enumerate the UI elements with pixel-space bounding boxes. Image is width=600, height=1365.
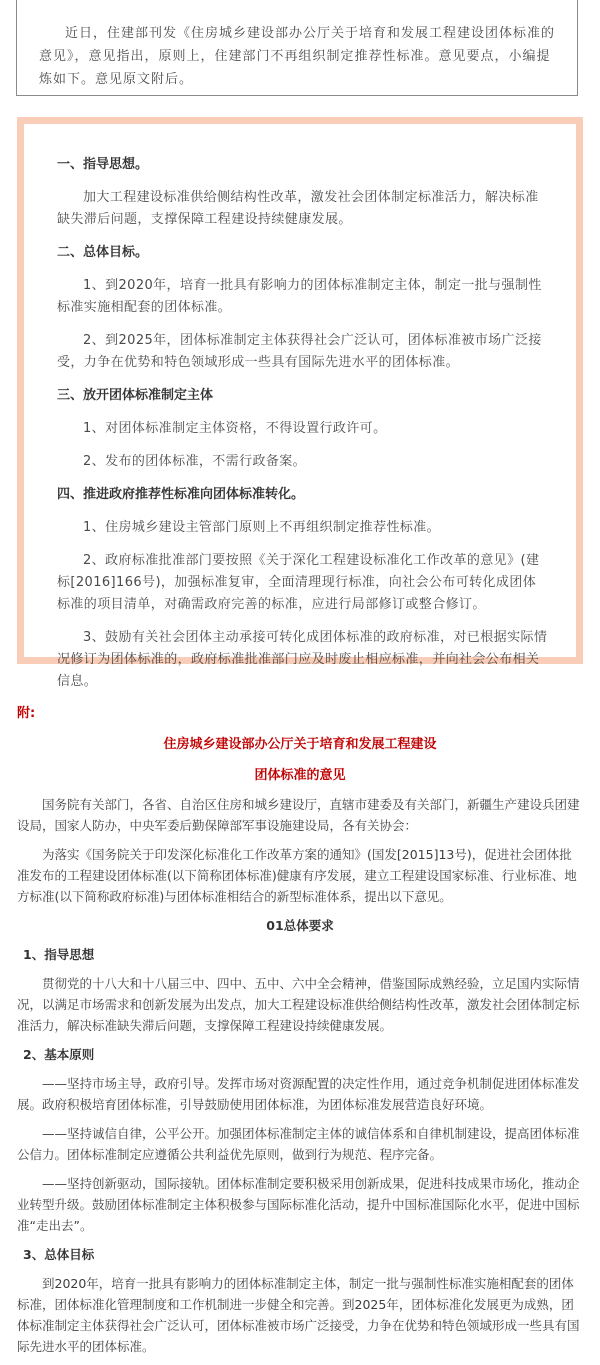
appendix-body — [17, 794, 583, 1365]
paragraph: 到2020年，培育一批具有影响力的团体标准制定主体，制定一批与强制性标准实施相配套的团体标准，团体标准化管理制度和工作机制进一步健全和完善。到2025年，团体标准化发展更为成熟，团体标准制定主体获得社会广泛认可，团体标准被市场广泛接受，力争在优势和特色领域形成一些具有国际先进水平的团体标准。 — [17, 1276, 580, 1354]
paragraph: 为落实《国务院关于印发深化标准化工作改革方案的通知》(国发[2015]13号)，促进社会团体批准发布的工程建设团体标准(以下简称团体标准)健康有序发展，建立工程建设国家标准、行业标准、地方标准(以下简称政府标准)与团体标准相结合的新型标准体系，提出以下意见。 — [17, 847, 577, 904]
section-heading: 三、放开团体标准制定主体 — [57, 388, 214, 403]
summary-content — [24, 124, 576, 689]
paragraph: 加大工程建设标准供给侧结构性改革，激发社会团体制定标准活力，解决标准缺失滞后问题，支撑保障工程建设持续健康发展。 — [57, 190, 539, 227]
paragraph: 2、到2025年，团体标准制定主体获得社会广泛认可，团体标准被市场广泛接受，力争在优势和特色领域形成一些具有国际先进水平的团体标准。 — [57, 333, 542, 370]
section-heading: 1、指导思想 — [23, 947, 95, 962]
intro-box — [16, 0, 578, 96]
intro-text: 近日，住建部刊发《住房城乡建设部办公厅关于培育和发展工程建设团体标准的意见》，意见指出，原则上，住建部门不再组织制定推荐性标准。意见要点，小编提炼如下。意见原文附后。 — [39, 26, 556, 87]
paragraph: 2、发布的团体标准，不需行政备案。 — [83, 454, 307, 469]
section-heading: 3、总体目标 — [23, 1247, 95, 1262]
section-heading: 二、总体目标。 — [57, 245, 149, 260]
appendix-title-line1: 住房城乡建设部办公厅关于培育和发展工程建设 — [163, 737, 437, 752]
paragraph: 3、鼓励有关社会团体主动承接可转化成团体标准的政府标准，对已根据实际情况修订为团体标准的，政府标准批准部门应及时废止相应标准，并向社会公布相关信息。 — [57, 630, 548, 689]
summary-box — [17, 117, 583, 689]
paragraph: ——坚持市场主导，政府引导。发挥市场对资源配置的决定性作用，通过竞争机制促进团体标准发展。政府积极培育团体标准，引导鼓励使用团体标准，为团体标准发展营造良好环境。 — [17, 1076, 580, 1112]
appendix-label: 附: — [17, 706, 36, 721]
center-heading: 01总体要求 — [266, 918, 334, 933]
paragraph: ——坚持创新驱动，国际接轨。团体标准制定要积极采用创新成果，促进科技成果市场化，推动企业转型升级。鼓励团体标准制定主体积极参与国际标准化活动，提升中国标准国际化水平，促进中国标准“走出去”。 — [17, 1176, 580, 1233]
section-heading: 一、指导思想。 — [57, 157, 149, 172]
section-heading: 2、基本原则 — [23, 1047, 95, 1062]
paragraph: 国务院有关部门，各省、自治区住房和城乡建设厅，直辖市建委及有关部门，新疆生产建设兵团建设局，国家人防办，中央军委后勤保障部军事设施建设局，各有关协会： — [17, 797, 580, 833]
paragraph: 2、政府标准批准部门要按照《关于深化工程建设标准化工作改革的意见》(建标[2016]166号)，加强标准复审，全面清理现行标准，向社会公布可转化成团体标准的项目清单，对确需政府完善的标准，应进行局部修订或整合修订。 — [57, 553, 540, 612]
paragraph: 1、对团体标准制定主体资格，不得设置行政许可。 — [83, 421, 387, 436]
paragraph: ——坚持诚信自律，公平公开。加强团体标准制定主体的诚信体系和自律机制建设，提高团体标准公信力。团体标准制定应遵循公共利益优先原则，做到行为规范、程序完备。 — [17, 1126, 580, 1162]
appendix-title-line2: 团体标准的意见 — [254, 768, 346, 783]
paragraph: 1、住房城乡建设主管部门原则上不再组织制定推荐性标准。 — [83, 520, 441, 535]
paragraph: 贯彻党的十八大和十八届三中、四中、五中、六中全会精神，借鉴国际成熟经验，立足国内实际情况，以满足市场需求和创新发展为出发点，加大工程建设标准供给侧结构性改革，激发社会团体制定标准活力，解决标准缺失滞后问题，支撑保障工程建设持续健康发展。 — [17, 976, 580, 1033]
paragraph: 1、到2020年，培育一批具有影响力的团体标准制定主体，制定一批与强制性标准实施相配套的团体标准。 — [57, 278, 542, 315]
section-heading: 四、推进政府推荐性标准向团体标准转化。 — [57, 487, 305, 502]
